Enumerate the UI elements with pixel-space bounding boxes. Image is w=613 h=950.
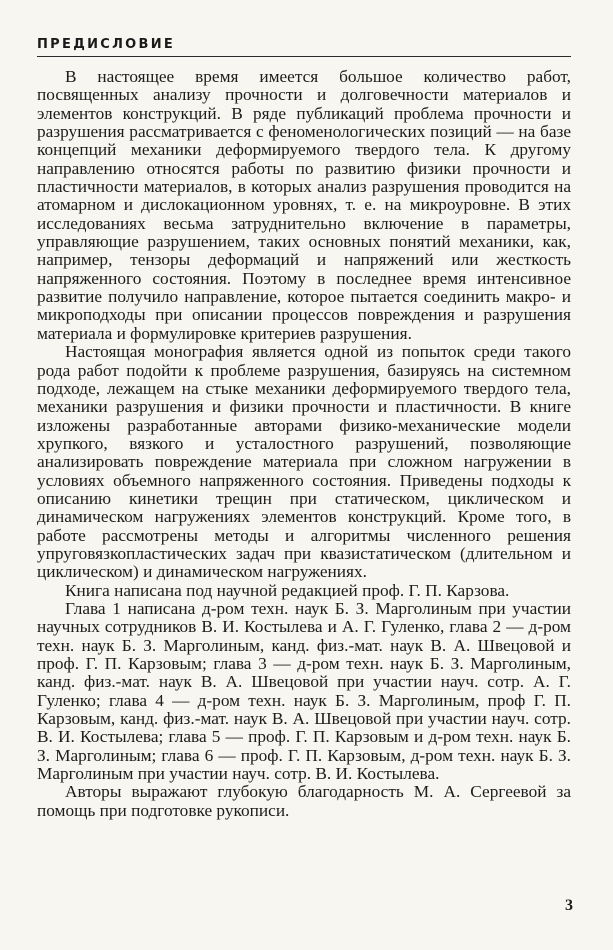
section-heading: ПРЕДИСЛОВИЕ	[37, 37, 176, 52]
paragraph-chapters: Глава 1 написана д-ром техн. наук Б. З. Марголиным при участии научных сотрудников В. И. Костылева и А. Г. Гуленко, глава 2 — д-ром техн. наук Б. З. Марголиным, канд. физ.-мат. наук В. А. Швецовой и проф. Г. П. Карзовым; глава 3 — д-ром техн. наук Б. З. Марголиным, канд. физ.-мат. наук В. А. Швецовой при участии науч. сотр. А. Г. Гуленко; глава 4 — д-ром техн. наук Б. З. Марголиным, проф Г. П. Карзовым, канд. физ.-мат. наук В. А. Швецовой при участии науч. сотр. В. И. Костылева; глава 5 — проф. Г. П. Карзовым и д-ром техн. наук Б. З. Марголиным; глава 6 — проф. Г. П. Карзовым, д-ром техн. наук Б. З. Марголиным при участии науч. сотр. В. И. Костылева.	[37, 598, 571, 784]
paragraph-editor: Книга написана под научной редакцией проф. Г. П. Карзова.	[65, 580, 510, 600]
heading-rule	[37, 56, 571, 57]
paragraph-acknowledgement: Авторы выражают глубокую благодарность М. А. Сергеевой за помощь при подготовке рукописи.	[37, 782, 571, 820]
paragraph-intro: В настоящее время имеется большое количество работ, посвященных анализу прочности и долговечности материалов и элементов конструкций. В ряде публикаций проблема прочности и разрушения рассматривается с феноменологических позиций — на базе концепций механики деформируемого твердого тела. К другому направлению относятся работы по развитию физики прочности и пластичности материалов, в которых анализ разрушения проводится на атомарном и дислокационном уровнях, т. е. на микроуровне. В этих исследованиях весьма затруднительно включение в параметры, управляющие разрушением, таких основных понятий механики, как, например, тензоры деформаций и напряжений или жесткость напряженного состояния. Поэтому в последнее время интенсивное развитие получило направление, которое пытается соединить макро- и микроподходы при описании процессов повреждения и разрушения материала и формулировке критериев разрушения.	[37, 67, 571, 343]
page-number: 3	[565, 897, 573, 914]
preface-text	[37, 68, 571, 820]
paragraph-monograph: Настоящая монография является одной из попыток среди такого рода работ подойти к проблеме разрушения, базируясь на системном подходе, лежащем на стыке механики деформируемого твердого тела, механики разрушения и физики прочности и пластичности. В книге изложены разработанные авторами физико-механические модели хрупкого, вязкого и усталостного разрушений, позволяющие анализировать повреждение материала при сложном нагружении в условиях объемного напряженного состояния. Приведены подходы к описанию кинетики трещин при статическом, циклическом и динамическом нагружениях элементов конструкций. Кроме того, в работе рассмотрены методы и алгоритмы численного решения упруговязкопластических задач при квазистатическом (длительном и циклическом) и динамическом нагружениях.	[37, 342, 571, 582]
